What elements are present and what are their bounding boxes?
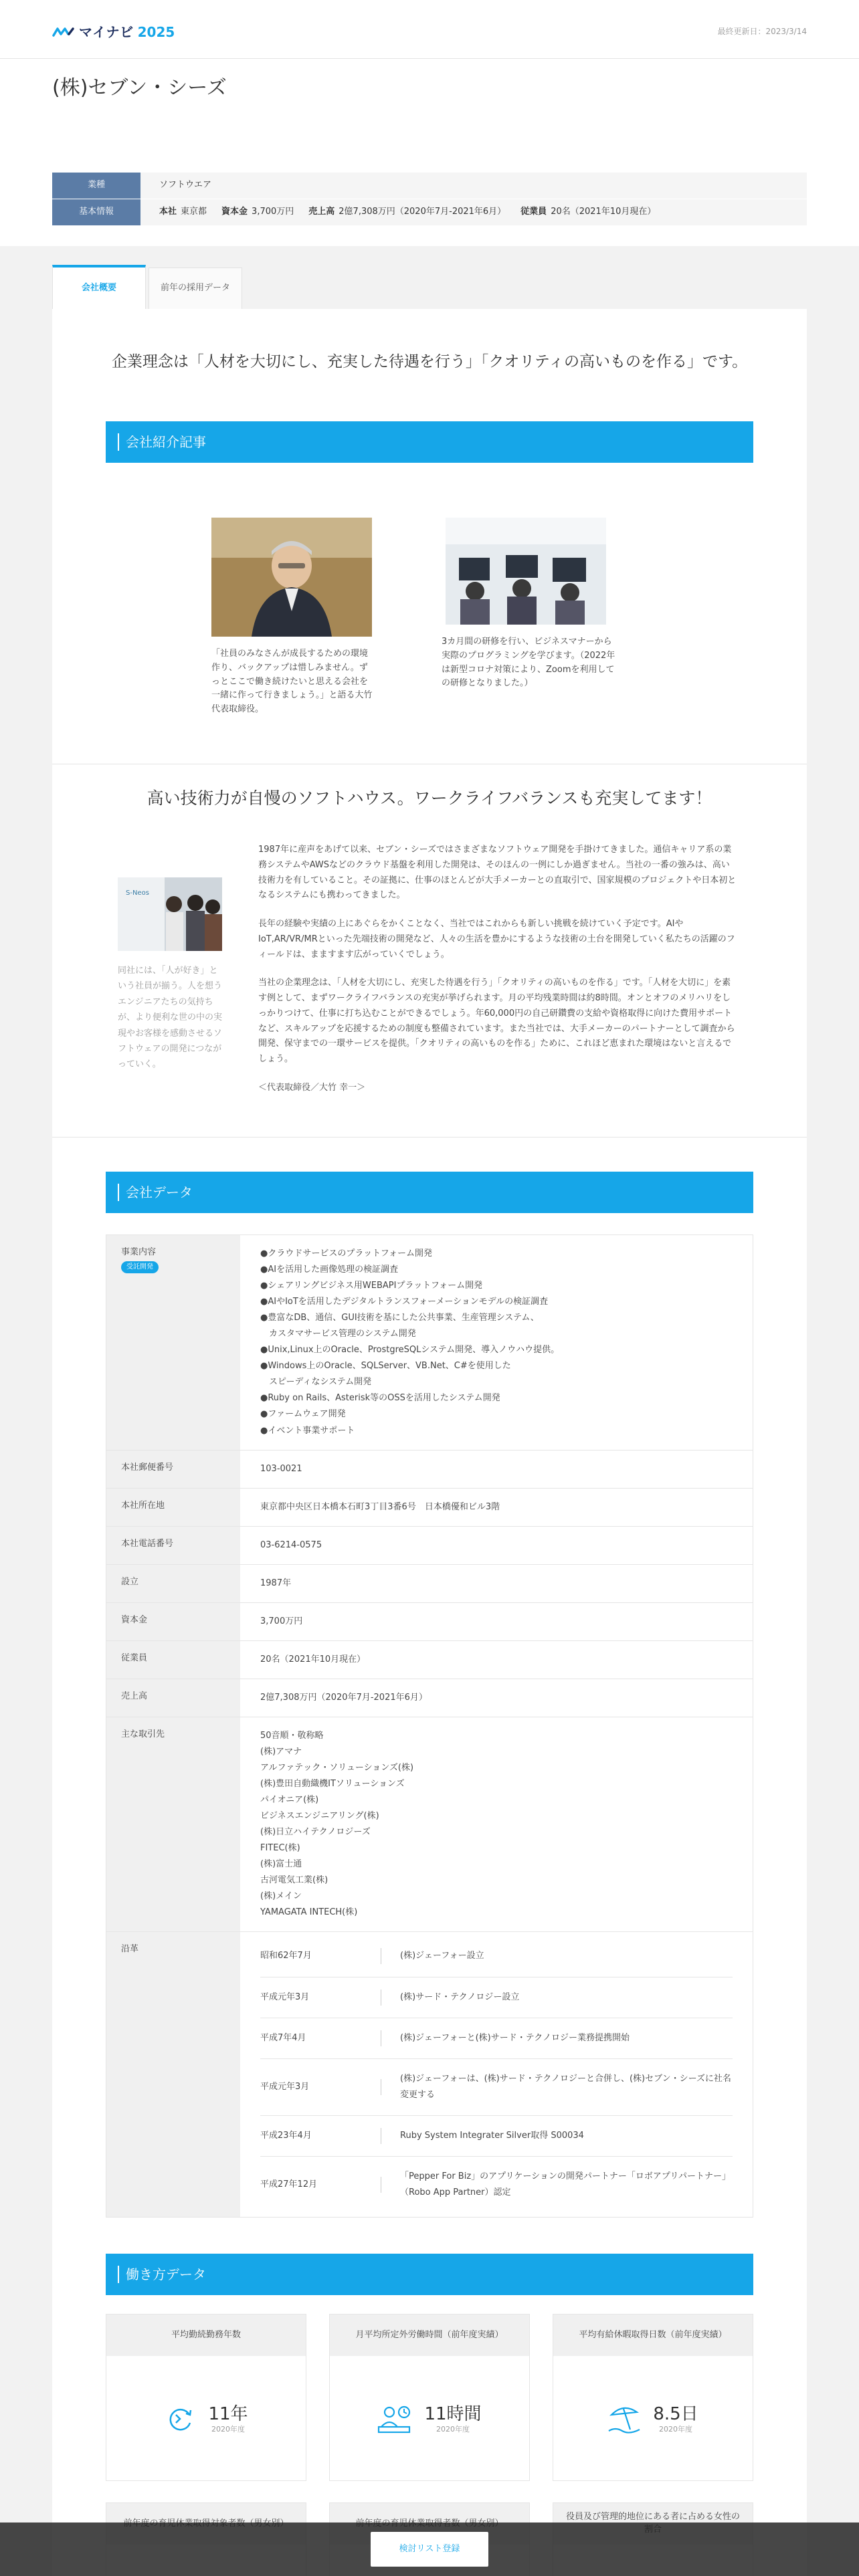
work-card-value: 11年 <box>208 2403 248 2424</box>
work-card-tenure <box>106 2314 306 2481</box>
row-value: 20名（2021年10月現在） <box>260 1654 366 1665</box>
work-card-overtime <box>329 2314 530 2481</box>
intro-heading: 高い技術力が自慢のソフトハウス。ワークライフバランスも充実してます！ <box>147 788 712 808</box>
tab-bar <box>52 267 242 309</box>
sales-info: 売上高 2億7,308万円（2020年7月-2021年6月） <box>308 207 506 217</box>
worker-clock-icon <box>377 2403 412 2435</box>
basic-info-table <box>52 173 807 226</box>
row-label: 資本金 <box>106 1603 240 1640</box>
table-row <box>106 1679 753 1717</box>
table-row <box>106 1565 753 1603</box>
work-card-label: 平均勤続勤務年数 <box>106 2315 306 2356</box>
tab-overview[interactable]: 会社概要 <box>52 265 146 309</box>
philosophy-lead: 企業理念は「人材を大切にし、充実した待遇を行う」「クオリティの高いものを作る」です。 <box>111 353 748 370</box>
table-row <box>106 1717 753 1933</box>
clients-label: 主な取引先 <box>106 1717 240 1932</box>
article-card <box>442 518 617 691</box>
logo-brand: マイナビ <box>79 24 134 40</box>
work-card-label: 役員及び管理的地位にある者に占める女性の <box>553 2503 753 2545</box>
table-row <box>106 1489 753 1527</box>
beach-icon <box>607 2403 641 2435</box>
basic-label: 基本情報 <box>52 199 140 225</box>
work-card-value: 11時間 <box>424 2403 482 2424</box>
history-list <box>240 1932 753 2216</box>
table-row <box>106 1641 753 1679</box>
business-badge: 受託開発 <box>121 1261 159 1273</box>
company-data-table <box>106 1235 753 2218</box>
history-item: 平成元年3月 (株)ジェーフォーは、(株)サード・テクノロジーと合併し、(株)セブン・シーズに社名変更する <box>260 2059 733 2116</box>
intro-paragraph: 長年の経験や実績の上にあぐらをかくことなく、当社ではこれからも新しい挑戦を続けていく予定です。AIやIoT,AR/VR/MRといった先端技術の開発など、人々の生活を豊かにするような技術の土台を開発していく私たちの活躍のフィールドは、まますます広がっていくでしょう。 <box>258 919 735 960</box>
capital-info: 資本金 3,700万円 <box>221 207 294 217</box>
intro-signature: ＜代表取締役／大竹 幸一＞ <box>258 1082 366 1093</box>
bottom-action-bar <box>0 2523 859 2576</box>
industry-label: 業種 <box>52 173 140 199</box>
row-label: 本社郵便番号 <box>106 1451 240 1488</box>
history-item: 平成27年12月 「Pepper For Biz」のアプリケーションの開発パートナー「ロボアプリパートナー」（Robo App Partner）認定 <box>260 2171 731 2197</box>
table-row <box>106 1451 753 1489</box>
intro-paragraph: 1987年に産声をあげて以来、セブン・シーズではさまざまなソフトウェア開発を手掛けてきました。通信キャリア系の業務システムやAWSなどのクラウド基盤を利用した開発は、そのほんの一例にしか過ぎません。当社の一番の強みは、高い技術力を有していること。その証拠に、仕事のほとんどが大手メーカーとの直取引で、国家規模のプロジェクトや日本初となるシステムにも携わってきました。 <box>258 845 737 901</box>
article-caption-training: 3カ月間の研修を行い、ビジネスマナーから実際のプログラミングを学びます。（2022年は新型コロナ対策により、Zoomを利用しての研修となりました。） <box>442 637 615 689</box>
intro-body <box>258 843 737 1109</box>
work-card-label: 月平均所定外労働時間（前年度実績） <box>330 2315 529 2356</box>
history-item: 平成23年4月 Ruby System Integrater Silver取得 S00034 <box>260 2116 733 2157</box>
section-work-title: 働き方データ <box>106 2254 753 2295</box>
work-card-value: 8.5日 <box>653 2403 698 2424</box>
row-label: 本社電話番号 <box>106 1527 240 1564</box>
table-row <box>106 1235 753 1451</box>
intro-paragraph: 当社の企業理念は、「人材を大切にし、充実した待遇を行う」「クオリティの高いものを作る」です。「人材を大切に」を素す例として、まずワークライフバランスの充実が挙げられます。月の平均残業時間は約8時間。オンとオフのメリハリをしっかりつけて、仕事に打ち込むことができるでしょう。年60,000円の自己研鑽費の支給や資格取得に向けた費用サポートなど、スキルアップを応援するための制度も整備されています。また当社では、大手メーカーのパートナーとして調査から開発、保守までの一環サービスを提供。「クオリティの高いものを作る」ために、これほど恵まれた環境はないと言えるでしょう。 <box>258 978 735 1064</box>
section-company-data-title: 会社データ <box>106 1172 753 1213</box>
history-item: 平成元年3月 (株)サード・テクノロジー設立 <box>260 1977 733 2018</box>
row-value: 2億7,308万円（2020年7月-2021年6月） <box>260 1692 427 1703</box>
row-label: 設立 <box>106 1565 240 1602</box>
article-photo-president <box>211 518 372 637</box>
work-card-year: 2020年度 <box>211 2425 245 2434</box>
business-label: 事業内容 <box>121 1247 157 1257</box>
row-value: 東京都中央区日本橋本石町3丁目3番6号 日本橋優和ビル3階 <box>260 1501 500 1512</box>
article-card <box>211 518 375 717</box>
article-photo-training <box>446 518 606 625</box>
work-card-year: 2020年度 <box>658 2425 692 2434</box>
industry-value: ソフトウエア <box>159 180 212 191</box>
history-item: 平成7年4月 (株)ジェーフォーと(株)サード・テクノロジー業務提携開始 <box>260 2018 733 2059</box>
table-row <box>106 1932 753 2216</box>
site-logo[interactable] <box>52 21 175 43</box>
intro-side-caption: 同社には、「人が好き」という社員が揃う。人を想うエンジニアたちの気持ちが、より便利な世の中の実現やお客様を感動させるソフトウェアの開発につながっていく。 <box>118 966 223 1070</box>
top-header <box>0 0 859 59</box>
employees-info: 従業員 20名（2021年10月現在） <box>520 207 656 217</box>
logo-mark-icon <box>52 26 75 38</box>
row-value: 3,700万円 <box>260 1616 303 1626</box>
basic-row <box>52 199 807 226</box>
main-content <box>52 309 807 2576</box>
work-card-year: 2020年度 <box>436 2425 470 2434</box>
work-card-paid-leave <box>553 2314 753 2481</box>
history-label: 沿革 <box>106 1932 240 2216</box>
table-row <box>106 1603 753 1641</box>
hq-info: 本社 東京都 <box>159 207 207 217</box>
intro-photo-staff <box>118 877 222 951</box>
industry-row <box>52 173 807 199</box>
clients-list: 50音順・敬称略 (株)アマナ アルファテック・ソリューションズ(株) (株)豊田自動織機ITソリューションズ パイオニア(株) ビジネスエンジニアリング(株) (株)日立ハイテクノロジーズ FITEC(株) (株)富士通 古河電気工業(株) (株)メイン YAMAGATA INTECH(株) <box>260 1730 414 1918</box>
company-header <box>0 59 859 246</box>
row-value: 03-6214-0575 <box>260 1539 322 1550</box>
section-articles-title: 会社紹介記事 <box>106 421 753 463</box>
last-updated: 最終更新日：2023/3/14 <box>717 27 807 36</box>
table-row <box>106 1527 753 1565</box>
section-divider <box>52 1137 807 1138</box>
history-item: 昭和62年7月 (株)ジェーフォー設立 <box>260 1936 733 1977</box>
tab-recruit-data[interactable]: 前年の採用データ <box>149 267 242 309</box>
logo-year: 2025 <box>137 24 175 40</box>
row-label: 本社所在地 <box>106 1489 240 1526</box>
business-lines: ●クラウドサービスのプラットフォーム開発 ●AIを活用した画像処理の検証調査 ●シェアリングビジネス用WEBAPIプラットフォーム開発 ●AIやIoTを活用したデジタルトランスフォーメーションモデルの検証調査 ●豊富なDB、通信、GUI技術を基にした公共事業、生産管理システム、 カスタマサービス管理のシステム開発 ●Unix,Linux上のOracle、ProstgreSQLシステム開発、導入ノウハウ提供。 ●Windows上のOracle、SQLServer、VB.Net、C#を使用した スピーディなシステム開発 ●Ruby on Rails、Asterisk等のOSSを活用したシステム開発 ●ファームウェア開発 ●イベント事業サポート <box>260 1249 560 1436</box>
svg-text:S-Neos: S-Neos <box>126 889 149 897</box>
company-name: (株)セブン・シーズ <box>52 76 227 100</box>
article-caption-president: 「社員のみなさんが成長するための環境作り、バックアップは惜しみません。ずっとここで働き続けたいと思える会社を一緒に作って行きましょう。」と語る大竹代表取締役。 <box>211 649 373 715</box>
cycle-icon <box>164 2403 196 2435</box>
row-label: 売上高 <box>106 1679 240 1717</box>
row-value: 103-0021 <box>260 1463 302 1474</box>
row-label: 従業員 <box>106 1641 240 1679</box>
add-to-list-button[interactable]: 検討リスト登録 <box>371 2532 488 2567</box>
work-card-label: 平均有給休暇取得日数（前年度実績） <box>553 2315 753 2356</box>
row-value: 1987年 <box>260 1578 292 1588</box>
